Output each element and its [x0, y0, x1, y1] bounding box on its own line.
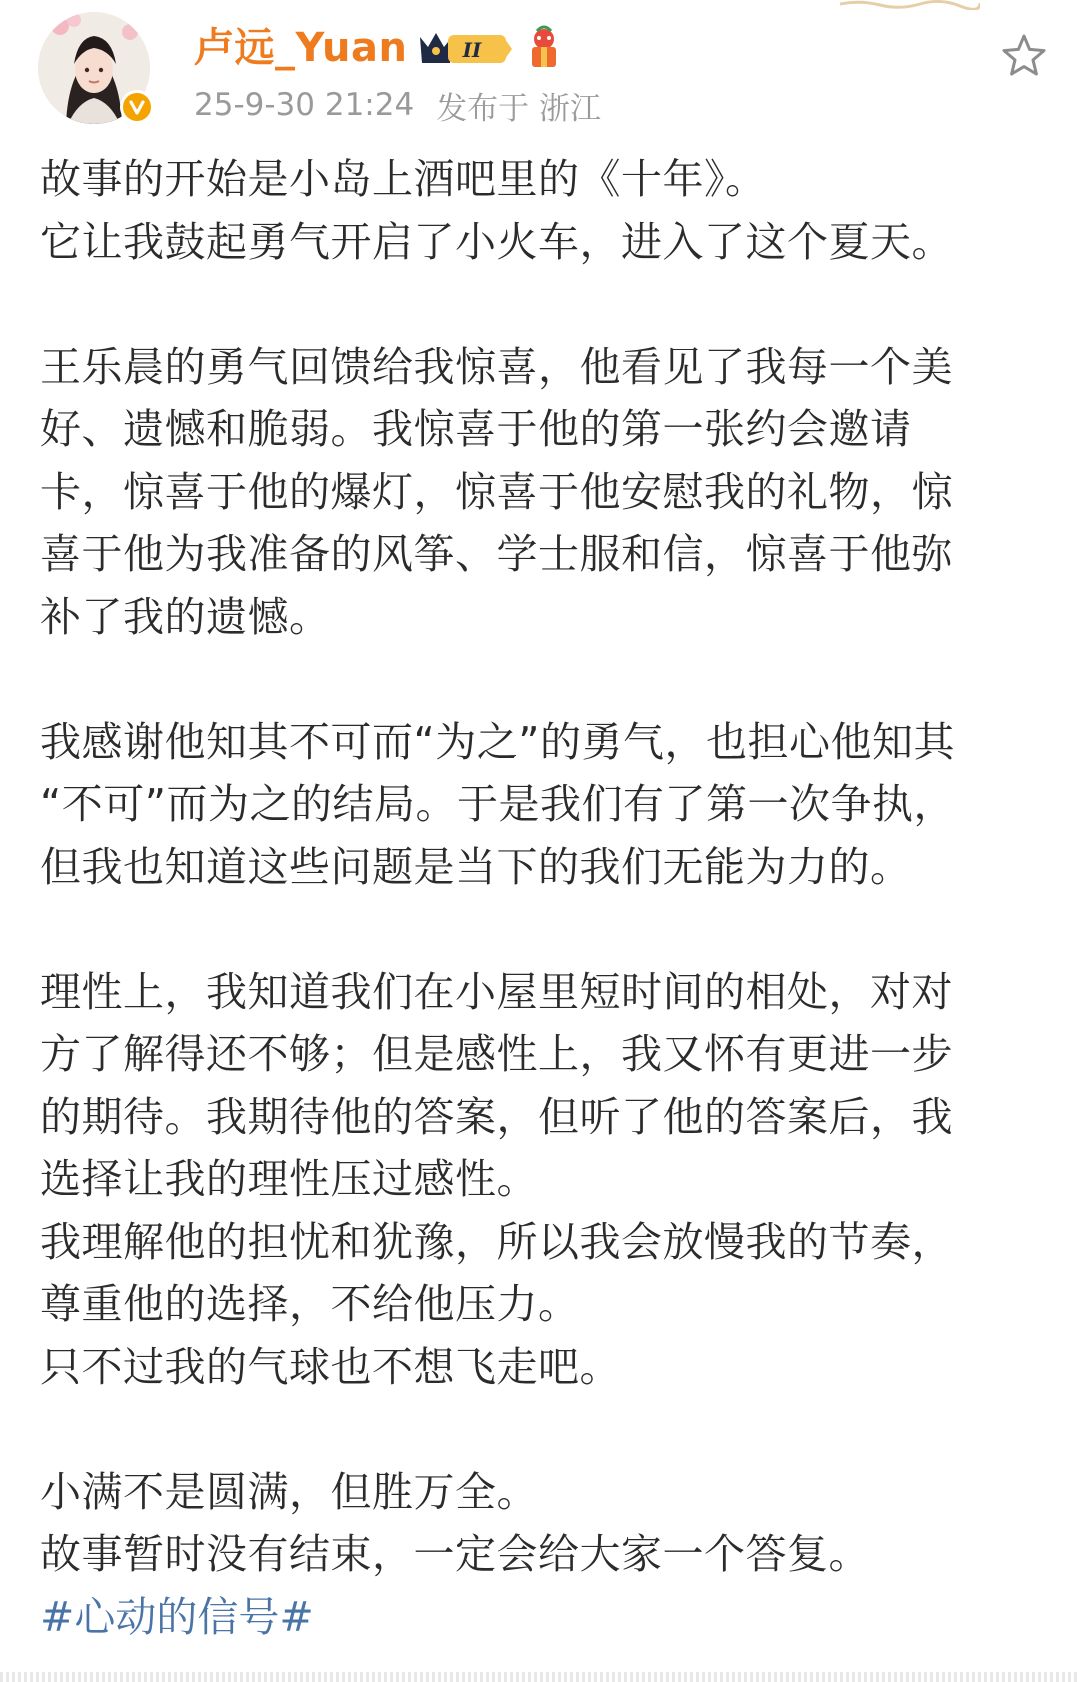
bottom-edge-strip	[0, 1672, 1080, 1682]
verified-v-icon	[120, 90, 154, 124]
post-text-line: 的期待。我期待他的答案，但听了他的答案后，我	[40, 1092, 953, 1141]
post-header	[38, 12, 1038, 127]
post-text-line: “不可”而为之的结局。于是我们有了第一次争执，	[40, 780, 955, 828]
hashtag-link[interactable]: #心动的信号#	[40, 1592, 314, 1641]
paragraph-gap	[40, 273, 1040, 336]
paragraph-gap	[40, 898, 1040, 961]
post-text-line: 故事的开始是小岛上酒吧里的《十年》。	[40, 155, 767, 203]
post-text-line: 但我也知道这些问题是当下的我们无能为力的。	[40, 842, 912, 891]
crown-level-badge-icon[interactable]	[418, 27, 514, 69]
post-text-line: 只不过我的气球也不想飞走吧。	[40, 1342, 621, 1391]
username-row	[194, 18, 564, 78]
post-text-line: 王乐晨的勇气回馈给我惊喜，他看见了我每一个美	[40, 342, 953, 391]
post-text-line: 它让我鼓起勇气开启了小火车，进入了这个夏天。	[40, 217, 953, 266]
paragraph-gap	[40, 648, 1040, 711]
gift-icon[interactable]	[524, 25, 564, 71]
post-text-line: 我感谢他知其不可而“为之”的勇气，也担心他知其	[40, 717, 955, 766]
post-text-line: 理性上，我知道我们在小屋里短时间的相处，对对	[40, 967, 953, 1016]
post-location: 发布于 浙江	[436, 90, 602, 127]
post-text-line: 喜于他为我准备的风筝、学士服和信，惊喜于他弥	[40, 530, 953, 578]
post-meta	[194, 82, 601, 128]
post-timestamp: 25-9-30 21:24	[194, 87, 415, 123]
post-text-line: 方了解得还不够；但是感性上，我又怀有更进一步	[40, 1030, 953, 1078]
post-text-line: 尊重他的选择，不给他压力。	[40, 1280, 580, 1328]
post-body	[40, 148, 1040, 1648]
author-name[interactable]: 卢远_Yuan	[194, 25, 408, 71]
post-text-line: 补了我的遗憾。	[40, 592, 331, 641]
star-outline-icon[interactable]	[998, 30, 1050, 82]
top-edge-decoration	[840, 0, 980, 10]
post-text-line: 好、遗憾和脆弱。我惊喜于他的第一张约会邀请	[40, 405, 912, 453]
post-text-line: 选择让我的理性压过感性。	[40, 1155, 538, 1203]
post-text-line: 故事暂时没有结束，一定会给大家一个答复。	[40, 1530, 870, 1578]
post-text-line: 卡，惊喜于他的爆灯，惊喜于他安慰我的礼物，惊	[40, 467, 953, 516]
post-text-line: 小满不是圆满，但胜万全。	[40, 1467, 538, 1516]
level-badge-label: II	[462, 38, 481, 62]
post-text-line: 我理解他的担忧和犹豫，所以我会放慢我的节奏，	[40, 1217, 953, 1266]
paragraph-gap	[40, 1398, 1040, 1461]
